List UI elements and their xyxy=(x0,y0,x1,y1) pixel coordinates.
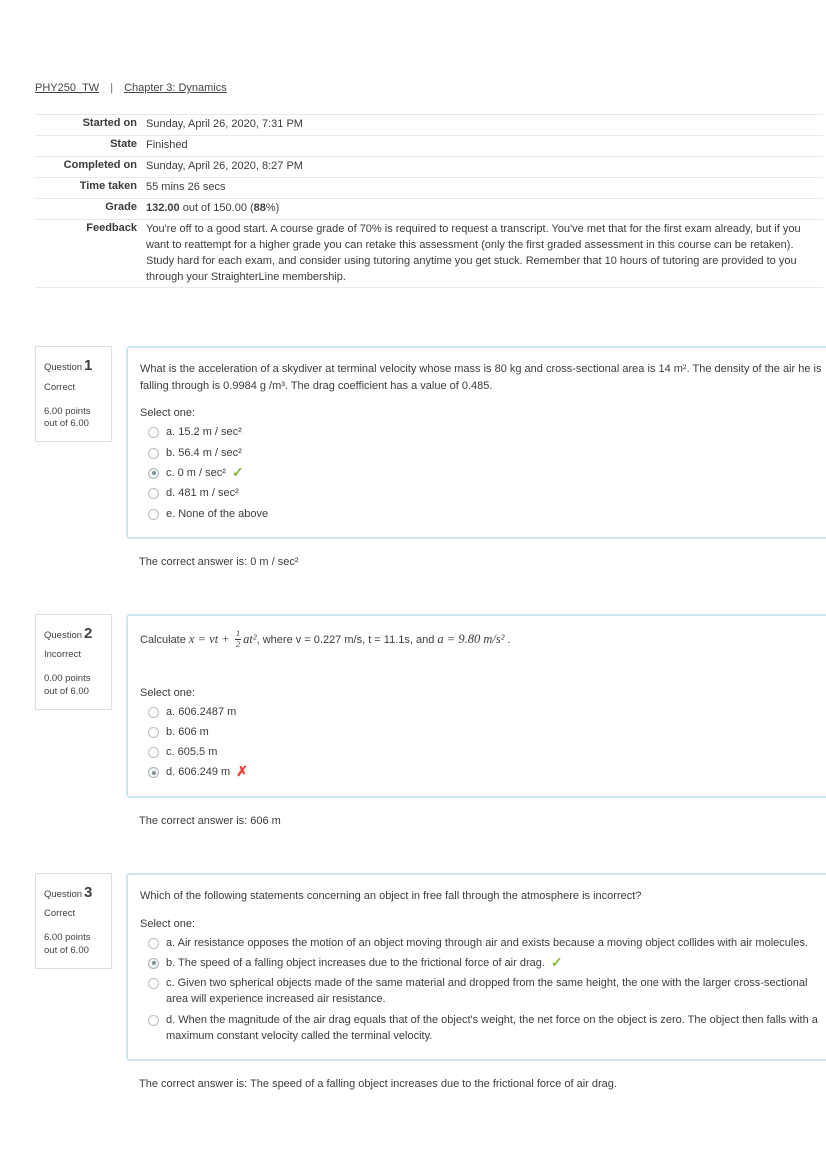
fraction: $\frac{1}{2}$ xyxy=(235,628,241,649)
answer-option-e[interactable] xyxy=(140,504,824,524)
question-block-3 xyxy=(35,873,826,1092)
answer-options xyxy=(140,933,824,1047)
question-text: Which of the following statements concerning an object in free fall through the atmosphere is incorrect? xyxy=(140,890,642,903)
answer-option-c[interactable] xyxy=(140,973,824,1010)
breadcrumb-course-link[interactable]: PHY250_TW xyxy=(35,82,100,94)
breadcrumb xyxy=(35,82,826,94)
answer-option-c[interactable] xyxy=(140,463,824,483)
answer-option-label: b. 56.4 m / sec² xyxy=(166,446,242,459)
question-info-box xyxy=(35,614,112,710)
summary-row-state xyxy=(35,135,823,156)
question-status: Incorrect xyxy=(44,649,81,661)
question-points: 6.00 points out of 6.00 xyxy=(44,405,91,430)
answer-option-label: d. 606.249 m xyxy=(166,766,231,779)
summary-row-started-on xyxy=(35,115,823,136)
summary-value: Sunday, April 26, 2020, 7:31 PM xyxy=(146,118,303,130)
grade-percent: 88 xyxy=(253,201,266,214)
radio-icon[interactable] xyxy=(148,747,159,758)
select-one-label: Select one: xyxy=(140,917,196,930)
radio-icon[interactable] xyxy=(148,938,159,949)
question-content-box xyxy=(126,614,826,798)
question-heading xyxy=(44,883,103,903)
question-points: 6.00 points out of 6.00 xyxy=(44,932,91,957)
question-number: 3 xyxy=(84,884,93,902)
answer-option-a[interactable] xyxy=(140,422,824,442)
answer-option-label: a. 15.2 m / sec² xyxy=(166,426,242,439)
radio-icon[interactable] xyxy=(148,427,159,438)
answer-option-a[interactable] xyxy=(140,702,824,722)
summary-row-grade xyxy=(35,198,823,219)
grade-points: 132.00 xyxy=(146,201,180,214)
answer-option-label: b. The speed of a falling object increases due to the frictional force of air drag. xyxy=(166,956,545,969)
correct-answer-text: The correct answer is: 0 m / sec² xyxy=(139,555,299,568)
question-info-box xyxy=(35,873,112,969)
question-status: Correct xyxy=(44,908,76,920)
answer-option-b[interactable] xyxy=(140,953,824,973)
radio-icon[interactable] xyxy=(148,978,159,989)
radio-selected-icon[interactable] xyxy=(148,767,159,778)
answer-options xyxy=(140,702,824,783)
summary-value: 55 mins 26 secs xyxy=(146,180,226,193)
answer-option-d[interactable] xyxy=(140,1010,824,1047)
correct-mark-icon: ✓ xyxy=(550,953,563,970)
question-heading xyxy=(44,356,103,376)
summary-value: Sunday, April 26, 2020, 8:27 PM xyxy=(146,159,303,172)
answer-options xyxy=(140,422,824,523)
summary-label: Completed on xyxy=(63,158,137,171)
answer-option-d[interactable] xyxy=(140,483,824,503)
breadcrumb-page-link[interactable]: Chapter 3: Dynamics xyxy=(124,82,227,94)
correct-answer-text: The correct answer is: The speed of a falling object increases due to the frictional force of air drag. xyxy=(139,1078,617,1091)
radio-selected-icon[interactable] xyxy=(148,468,159,479)
summary-row-time-taken xyxy=(35,177,823,198)
answer-option-a[interactable] xyxy=(140,933,824,953)
question-block-1 xyxy=(35,346,826,570)
summary-value: You're off to a good start. A course grade of 70% is required to request a transcript. You've met that for the first exam already, but if you want to reattempt for a higher grade you can retake this assessment (only the first graded assessment in this course can be retaken). Study hard for each exam, and consider using tutoring anytime you get stuck. Remember that 10 hours of tutoring are provided to you through your StraighterLine membership. xyxy=(146,222,801,283)
radio-icon[interactable] xyxy=(148,707,159,718)
answer-option-label: a. 606.2487 m xyxy=(166,705,237,718)
radio-icon[interactable] xyxy=(148,509,159,520)
radio-selected-icon[interactable] xyxy=(148,958,159,969)
answer-option-label: a. Air resistance opposes the motion of an object moving through air and exists because a moving object collides with air molecules. xyxy=(166,936,809,949)
summary-label: Grade xyxy=(105,200,137,213)
summary-label: Started on xyxy=(82,117,137,129)
answer-option-label: b. 606 m xyxy=(166,725,209,738)
question-number: 2 xyxy=(84,625,93,643)
answer-option-label: d. 481 m / sec² xyxy=(166,487,239,500)
question-block-2 xyxy=(35,614,826,829)
question-content-box xyxy=(126,346,826,538)
answer-option-d[interactable] xyxy=(140,762,824,782)
answer-option-c[interactable] xyxy=(140,742,824,762)
answer-option-label: c. 605.5 m xyxy=(166,746,218,759)
summary-value: 132.00 out of 150.00 (88%) xyxy=(146,201,280,214)
summary-row-feedback xyxy=(35,219,823,288)
answer-option-b[interactable] xyxy=(140,443,824,463)
question-number-label: Question xyxy=(44,630,83,642)
math-formula: a = 9.80 m/s² xyxy=(437,631,505,646)
question-number-label: Question xyxy=(44,362,83,374)
question-number: 1 xyxy=(84,357,93,375)
question-content-box xyxy=(126,873,826,1061)
radio-icon[interactable] xyxy=(148,488,159,499)
correct-answer-text: The correct answer is: 606 m xyxy=(139,814,281,827)
select-one-label: Select one: xyxy=(140,686,196,699)
math-formula: x = vt + $\frac{1}{2}$ at² xyxy=(188,628,257,649)
correct-mark-icon: ✓ xyxy=(231,463,244,480)
question-status: Correct xyxy=(44,381,76,393)
breadcrumb-separator: | xyxy=(110,82,114,94)
answer-option-label: c. Given two spherical objects made of the same material and dropped from the same height, the one with the larger cross-sectional area will experience increased air resistance. xyxy=(166,977,808,1006)
answer-option-b[interactable] xyxy=(140,722,824,742)
question-info-box xyxy=(35,346,112,442)
question-text: What is the acceleration of a skydiver at terminal velocity whose mass is 80 kg and cross-sectional area is 14 m². The density of the air he is falling through is 0.9984 g /m³. The drag coefficient has a value of 0.485. xyxy=(140,363,822,392)
summary-label: State xyxy=(110,137,137,150)
answer-option-label: e. None of the above xyxy=(166,507,269,520)
summary-label: Feedback xyxy=(86,221,137,234)
question-text: Calculate x = vt + $\frac{1}{2}$ at², where v = 0.227 m/s, t = 11.1s, and a = 9.80 m/s² . xyxy=(140,628,511,649)
radio-icon[interactable] xyxy=(148,1015,159,1026)
question-heading xyxy=(44,624,103,644)
radio-icon[interactable] xyxy=(148,727,159,738)
summary-value: Finished xyxy=(146,138,188,151)
summary-label: Time taken xyxy=(79,179,137,192)
answer-option-label: c. 0 m / sec² xyxy=(166,466,226,479)
attempt-summary-table xyxy=(35,114,823,288)
question-points: 0.00 points out of 6.00 xyxy=(44,673,91,698)
question-number-label: Question xyxy=(44,889,83,901)
summary-row-completed-on xyxy=(35,156,823,177)
incorrect-mark-icon: ✗ xyxy=(236,763,248,780)
radio-icon[interactable] xyxy=(148,448,159,459)
select-one-label: Select one: xyxy=(140,407,196,420)
answer-option-label: d. When the magnitude of the air drag equals that of the object's weight, the net force on the object is zero. The object then falls with a maximum constant velocity called the terminal velocity. xyxy=(166,1013,818,1042)
